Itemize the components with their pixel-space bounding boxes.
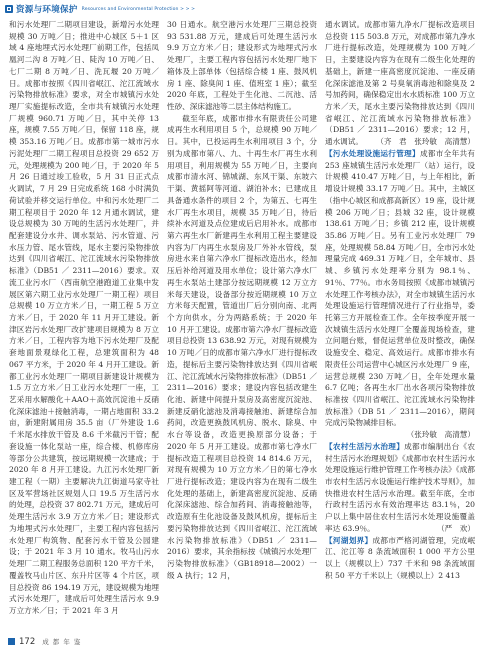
publication-name: 成 都 年 鉴 <box>42 638 82 646</box>
entry-rural-sewage <box>325 429 475 534</box>
entry-heading: 【河湖划界】 <box>325 535 373 545</box>
entry-sewage-facility-operation <box>325 148 475 440</box>
article-body <box>9 19 475 631</box>
paragraph-text: 成都市编制出台《农村生活污水治理规划》《成都市农村生活污水处理设施运行维护管理工作考核办法》《成都市农村生活污水设施运行维护技术导则》，加快推进农村生活污水治理。截至年底，全市行政村生活污水有效治理率达 83.1％，20 户以上集中居住农村生活污水处理设施覆盖率达 63.9％。 <box>325 441 475 533</box>
section-subtitle: Resources and Environmental Protection > > > <box>81 6 196 12</box>
entry-heading: 【污水处理设施运行管理】 <box>325 148 420 158</box>
paragraph: 截至年底，成都市排水有限责任公司建成再生水利用项目 5 个，总规模 90 万吨／日。其中，已投运再生水利用项目 3 个，分别为成都市第八、九、十再生水厂再生水利用项目，利用规模为 55 万吨／日，主要向成都市清水河、锦城湖、东风干渠、东坡六干渠、黄摇阿等河道、湖泊补水；已建成且具备通水条件的项目 2 个，为第五、七再生水厂再生水项目，规模 35 万吨／日，待后续补水河道及点位建成后启用补水。成都市第六再生水厂新建再生水利用工程主要建设内容为厂内再生水泵房及厂外补水管线，泵房进水来自第六净水厂提标改造出水，经加压后补给河道及用水单位；设计第六净水厂再生水泵站土建部分按远期规模 12 万立方米每天建设，设备部分按近期规模 10 万立方米每天配置，管道出厂后分别向南、北两个方向供水，分为两路系统；于 2020 年 10 月开工建设。成都市第六净水厂提标改造项目总投资 13 638.92 万元，对现有规模为 10 万吨／日的成都市第六净水厂进行提标改造，提标后主要污染物排放达到《四川省岷江、沱江流域水污染物排放标准》（DB51 ／ 2311—2016）要求；建设内容包括改建生化池、新建中间提升泵房及高密度沉淀池、新建反硝化滤池及消毒接触池、新建综合加药间，改造更换鼓风机房、脱水、除臭、中水台等设备，改造更换原部分设备；于 2020 年 5 月开工建设。成都市第七净水厂提标改造工程项目总投资 14 814.6 万元，对现有规模为 10 万立方米／日的第七净水厂进行提标改造；建设内容为在现有二级生化处理的基础上，新建高密度沉淀池、反硝化深床滤池、综合加药间、消毒接触池等，改造原有生化池设备及鼓风机房，提标后主要污染物排放达到《四川省岷江、沱江流域水污染物排放标准》（DB51 ／ 2311—2016）要求，其余指标按《城镇污水处理厂污染物排放标准》（GB18918—2002）一级 A 执行；12 月， <box>167 113 317 580</box>
section-square-icon <box>5 5 13 13</box>
paragraph <box>325 19 475 148</box>
section-title: 资源与环境保护 <box>16 5 78 15</box>
text-column-2 <box>167 19 317 631</box>
entry-river-lake-demarcation <box>325 535 475 582</box>
page-header <box>5 3 195 15</box>
paragraph-text: 通水调试。成都市第九净水厂提标改造项目总投资 115 503.8 万元，对成都市第九净水厂进行提标改造，处理规模为 100 万吨／日，主要建设内容为在现有二级生化处理的基础上，新建一座高密度沉淀池、一座反硝化深床滤池及第 2 号臭氧消毒池和除臭及 2 号加药间，确保稳定出水水质标准 100 万立方米／天，尾水主要污染物排放达到《四川省岷江、沱江流域水污染物排放标准》（DB51 ／ 2311—2016）要求；12 月，通水调试。 <box>325 20 475 147</box>
attribution: （齐 君 张玲敏 高清慧） <box>376 137 475 147</box>
text-column-3 <box>325 19 475 631</box>
attribution: （张玲敏 高清慧） <box>406 430 475 440</box>
paragraph-text: 成都市严格河湖管理，完成岷江、沱江等 8 条流域面积 1 000 平方公里以上（规模以上）737 千米和 98 条流域面积 50 平方千米以上（规模以上）2 413 <box>325 535 475 580</box>
footer-square-icon <box>8 638 15 645</box>
paragraph: 30 日通水。航空港污水处理厂三期总投资 93 531.88 万元，建成后可处理生活污水 9.9 万立方米／日；建设形式为地埋式污水处理厂，主要工程内容包括污水处理厂地下箱体及上部单体（包括综合楼 1 座、鼓风机房 1 座、除臭间 1 座、值班室 1 座）；截至 2020 年底，工程处于生化池、二沉池、活性砂、深床滤池等二层主体结构施工。 <box>167 20 317 112</box>
page-number: 172 <box>19 636 36 647</box>
attribution: （严 欢） <box>437 523 475 533</box>
text-column-1 <box>9 19 159 631</box>
page-footer <box>8 636 81 647</box>
paragraph-text: 成都市全年共有 253 座城镇生活污水处理厂（站）运行，设计规模 410.47 万吨／日，与上年相比，新增设计规模 33.17 万吨／日。其中，主城区（指中心城区和成都高新区）19 座，设计规模 206 万吨／日；县城 32 座，设计规模 138.61 万吨／日；乡镇 212 座，设计规模 35.86 万吨／日。另有工业污水处理厂 79 座，处理规模 58.84 万吨／日，全市污水处理量完成 469.31 万吨／日，全年城市、县城、乡镇污水处理率分别为 98.1％、91％、77％。市水务局按照《成都市城镇污水处理工作考核办法》，对全市城镇生活污水处理设施运行管理情况进行了行业指导，委托第三方开展检查工作。全年按季度开展一次城镇生活污水处理厂全覆盖现场检查，建立问题台账，督促运营单位及时整改，确保设施安全、稳定、高效运行。成都市排水有限责任公司运营中心城区污水处理厂 9 座，运营总规模 230 万吨／日，全年处理水量 6.7 亿吨；各再生水厂出水各项污染物排放标准按《四川省岷江、沱江流域水污染物排放标准》（DB 51 ／ 2311—2016），期间完成污染物减排目标。 <box>325 148 475 428</box>
paragraph: 和污水处理厂二期项目建设，新增污水处理规模 30 万吨／日；推进中心城区 5＋1 区域 4 座地埋式污水处理厂前期工作，包括凤凰河二沟 8 万吨／日、陡沟 10 万吨／日、七厂二期 8 万吨／日、洗瓦堰 20 万吨／日。成都市按照《四川省岷江、沱江流域水污染物排放标准》要求，对全市城镇污水处理厂实施提标改造，全市共有城镇污水处理厂规模 960.71 万吨／日，其中关停 13 座，规模 7.55 万吨／日，保留 118 座，规模 353.16 万吨／日。成都市第一城市污水污泥处理厂二期工程项目总投资 29 652 万元，处理规模为 200 吨／日，于 2020 年 5 月 26 日通过竣工验收，5 月 31 日正式点火调试，7 月 29 日完成系统 168 小时满负荷试验并移交运行单位。中和污水处理厂二期工程项目于 2020 年 12 月通水调试，建设总规模为 30 万吨的生活污水处理厂，并配套建设分水井、调水泵站、污水管道、污水压力管、尾水管线，尾水主要污染物排放达到《四川省岷江、沱江流域水污染物排放标准》（DB51 ／ 2311—2016）要求。双流工业污水厂（西南航空港跑道工业集中发展区第六期工业污水处理厂一期工程）项目总规模 10 万立方米／日，一期工程 5 万立方米／日，于 2020 年 11 月开工建设。新津区岩污水处理厂改扩建项目规模为 8 万立方米／日，工程内容为地下污水处理厂及配套地面景观绿化工程，总建筑面积为 48 067 平方米，于 2020 年 4 月开工建设。新都工业污水处理厂一期项目新建设计规模为 1.5 万立方米／日工业污水处理厂一座，工艺采用水解酸化＋AAO＋高效沉淀池＋反硝化深床滤池＋接触消毒，一期占地面积 33.2 亩，新建附属用房 35.5 亩（厂外建设 1.6 千米尾水排放干管及 8.6 千米截污干管；配套设施一体化泵站一座，综合楼、机修库房等部分公共建筑，按远期规模一次建成；于 2020 年 8 月开工建设。九江污水处理厂新建工程（一期）主要解决九江街道马家寺社区及军营场社区规划人口 19.5 万生活污水的处理，总投资 37 802.71 万元，建成后可处理生活污水 3.9 万立方米／日；建设形式为地埋式污水处理厂，主要工程内容包括污水处理厂构筑物、配套污水干管及公园建设；于 2021 年 3 月 10 通水。牧马山污水处理厂二期工程服务总面积 120 平方千米，覆盖牧马山片区、东升片区等 4 个片区，项目总投资 86 194.19 万元，建设规模为地埋式污水处理厂，建成后可处理生活污水 9.9 万立方米／日；于 2021 年 3 月 <box>9 20 159 615</box>
entry-heading: 【农村生活污水治理】 <box>325 441 405 451</box>
